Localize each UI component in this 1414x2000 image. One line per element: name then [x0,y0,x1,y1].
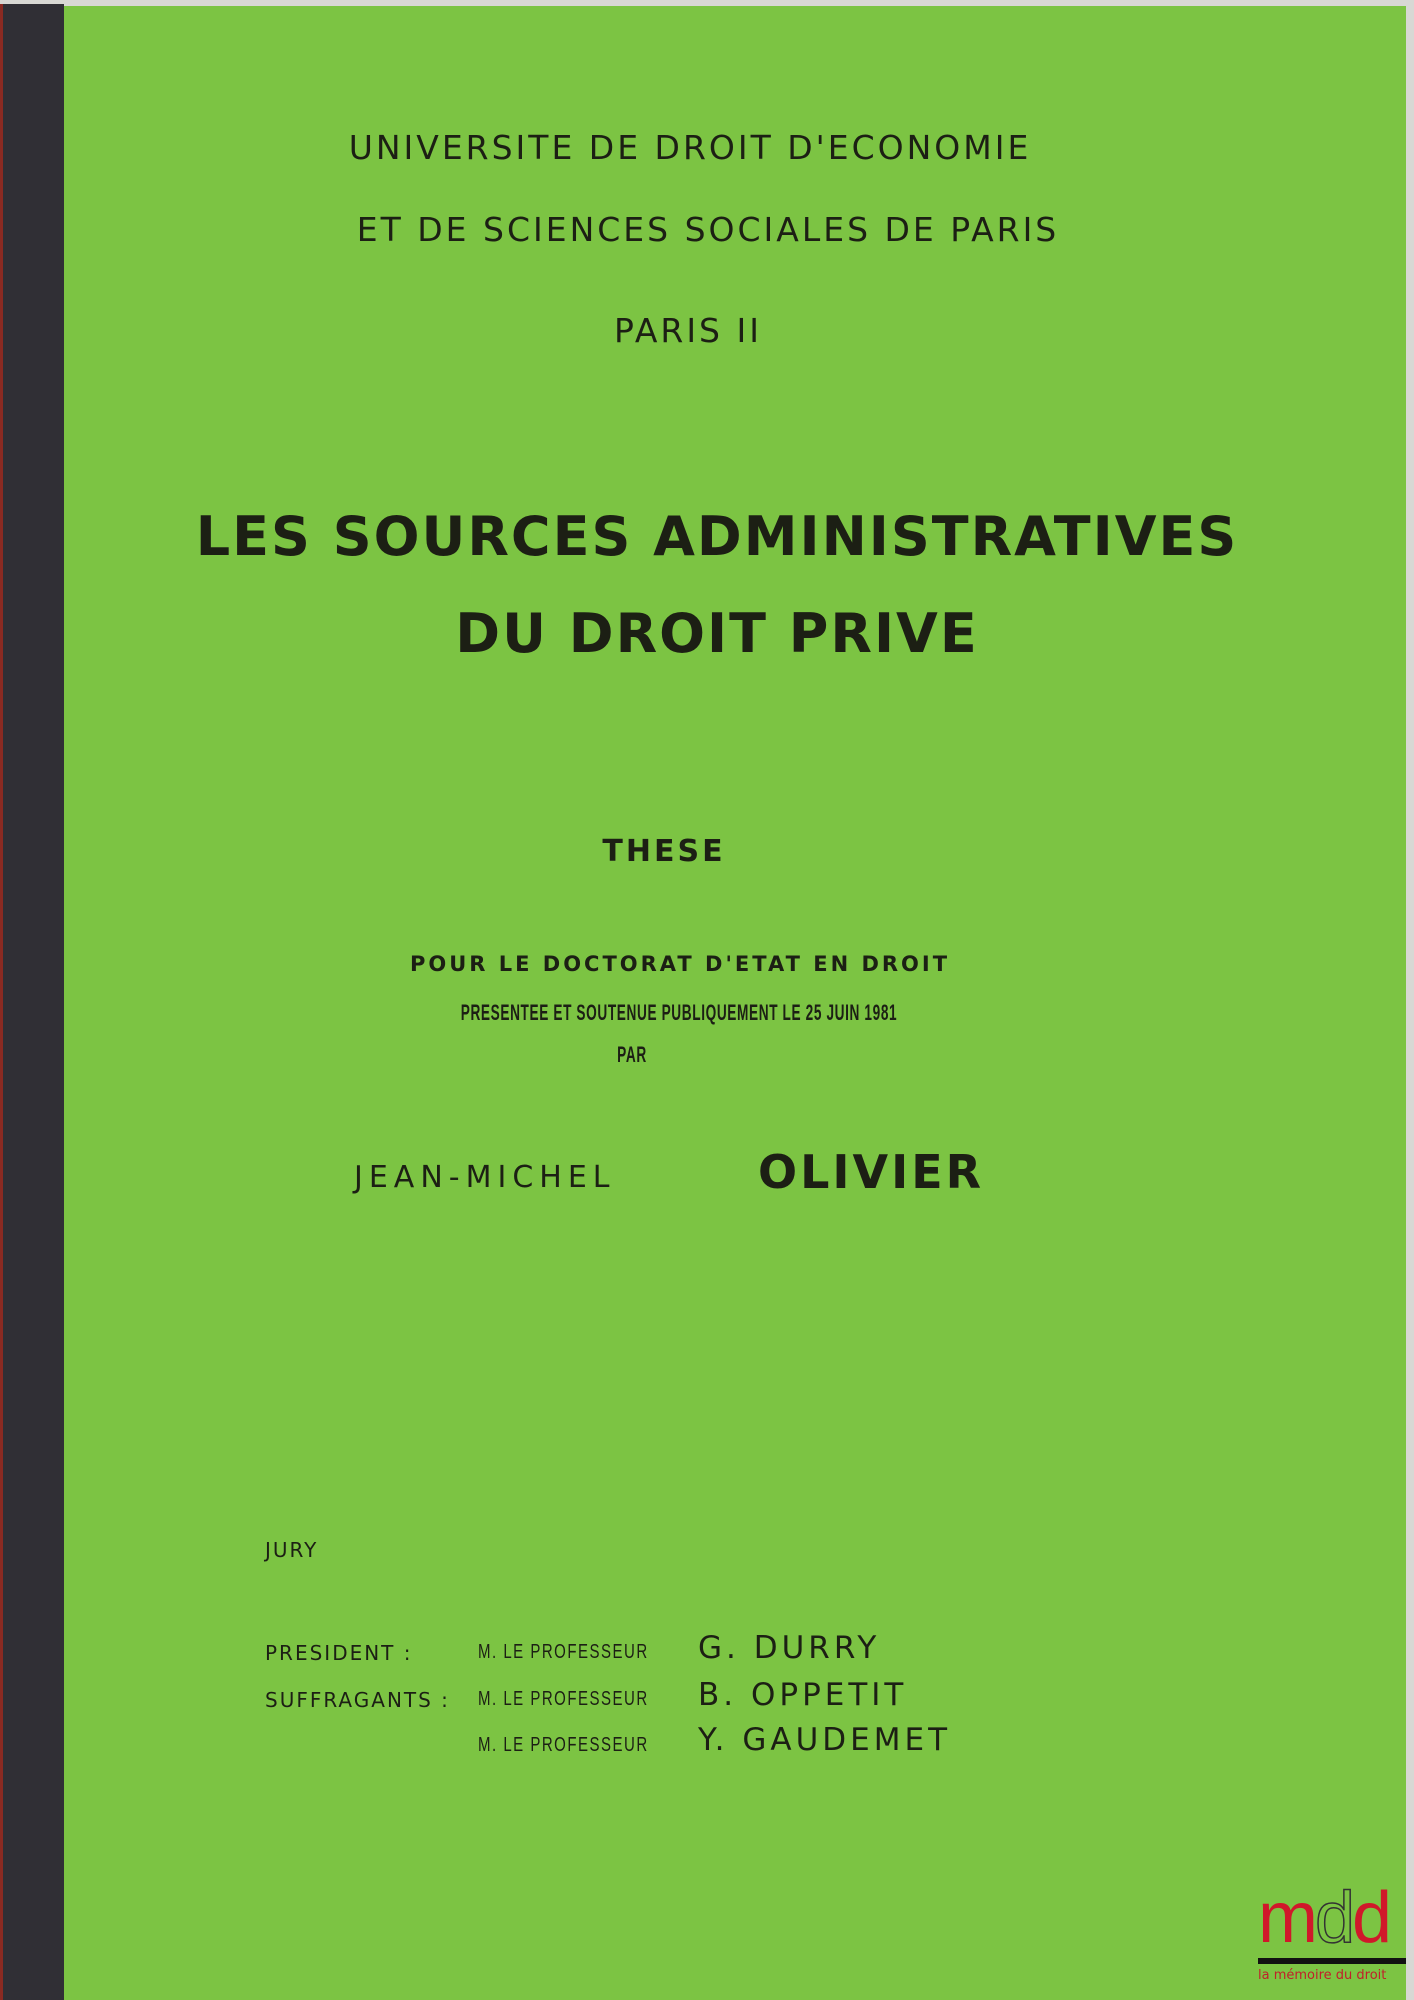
par-line: PAR [617,1042,647,1067]
university-name-line1: UNIVERSITE DE DROIT D'ECONOMIE [348,128,1032,167]
jury-role: SUFFRAGANTS : [265,1688,450,1712]
logo-bar [1258,1958,1406,1964]
doctorate-line: POUR LE DOCTORAT D'ETAT EN DROIT [409,952,951,976]
mdd-logo [1258,1878,1408,1983]
jury-name: B. OPPETIT [698,1677,908,1713]
university-name-line2: ET DE SCIENCES SOCIALES DE PARIS [356,210,1060,249]
university-name-line3: PARIS II [614,311,762,350]
defense-date-line: PRESENTEE ET SOUTENUE PUBLIQUEMENT LE 25 JUIN 1981 [460,1000,898,1025]
jury-title: M. LE PROFESSEUR [478,1688,649,1710]
author-last-name: OLIVIER [758,1145,985,1199]
jury-name: G. DURRY [698,1630,881,1666]
logo-mark: mdd [1258,1878,1390,1958]
logo-tagline: la mémoire du droit [1258,1968,1387,1983]
book-spine [0,4,64,2000]
jury-name: Y. GAUDEMET [698,1722,952,1758]
jury-title: M. LE PROFESSEUR [478,1641,649,1663]
thesis-title-line2: DU DROIT PRIVE [455,602,979,665]
these-label: THESE [602,834,726,869]
jury-label: JURY [265,1538,319,1562]
jury-title: M. LE PROFESSEUR [478,1734,649,1756]
thesis-title-line1: LES SOURCES ADMINISTRATIVES [195,505,1239,568]
author-first-name: JEAN-MICHEL [354,1160,616,1195]
jury-role: PRESIDENT : [265,1641,413,1665]
